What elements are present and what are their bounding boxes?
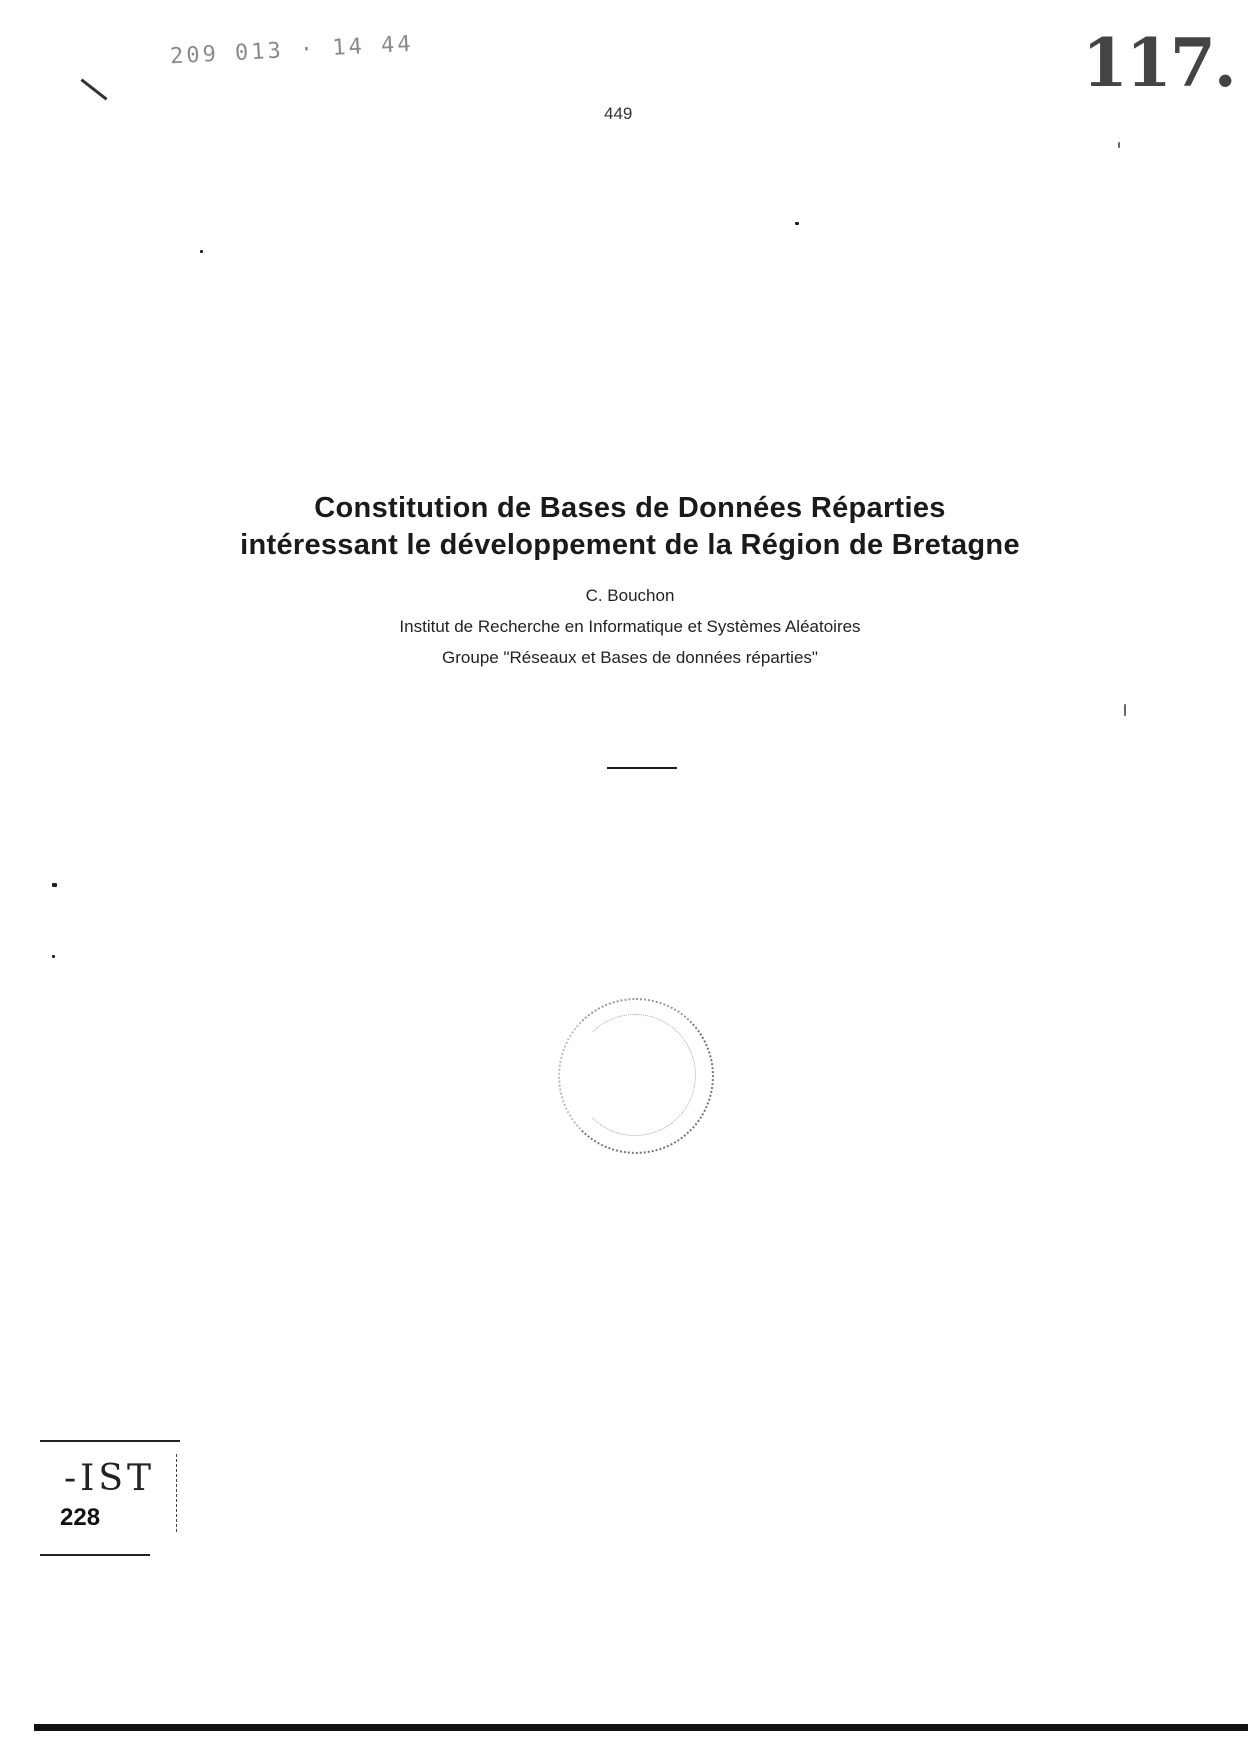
scan-speck <box>52 883 57 887</box>
circular-stamp-inner-ring <box>574 1014 696 1136</box>
article-title-line-2: intéressant le développement de la Région de Bretagne <box>240 529 1020 561</box>
article-title-line-1: Constitution de Bases de Données Réparties <box>314 492 946 524</box>
handwritten-number: 117. <box>1082 24 1235 102</box>
scan-speck <box>1118 142 1120 148</box>
shelfmark-top-rule <box>40 1440 180 1442</box>
shelfmark-code: -IST <box>64 1458 156 1499</box>
scan-speck <box>52 955 55 958</box>
article-header <box>150 490 1110 668</box>
author-name: C. Bouchon <box>585 586 675 605</box>
shelfmark-number: 228 <box>60 1504 101 1531</box>
handwritten-note: 209 013 · 14 44 <box>169 31 415 70</box>
scan-bottom-edge-bar <box>34 1724 1248 1731</box>
circular-stamp <box>558 998 714 1154</box>
author-affiliation: Institut de Recherche en Informatique et Systèmes Aléatoires <box>399 617 861 636</box>
research-group: Groupe "Réseaux et Bases de données réparties" <box>442 648 818 667</box>
scan-speck <box>200 250 203 253</box>
shelfmark-side-rule <box>176 1454 178 1532</box>
page-number: 449 <box>604 104 633 123</box>
margin-tick-mark <box>80 78 107 100</box>
scan-speck <box>1124 704 1126 716</box>
title-separator-rule <box>607 767 677 769</box>
shelfmark-bottom-rule <box>40 1554 150 1556</box>
scan-speck <box>795 222 799 225</box>
library-shelfmark-stamp <box>40 1440 180 1558</box>
